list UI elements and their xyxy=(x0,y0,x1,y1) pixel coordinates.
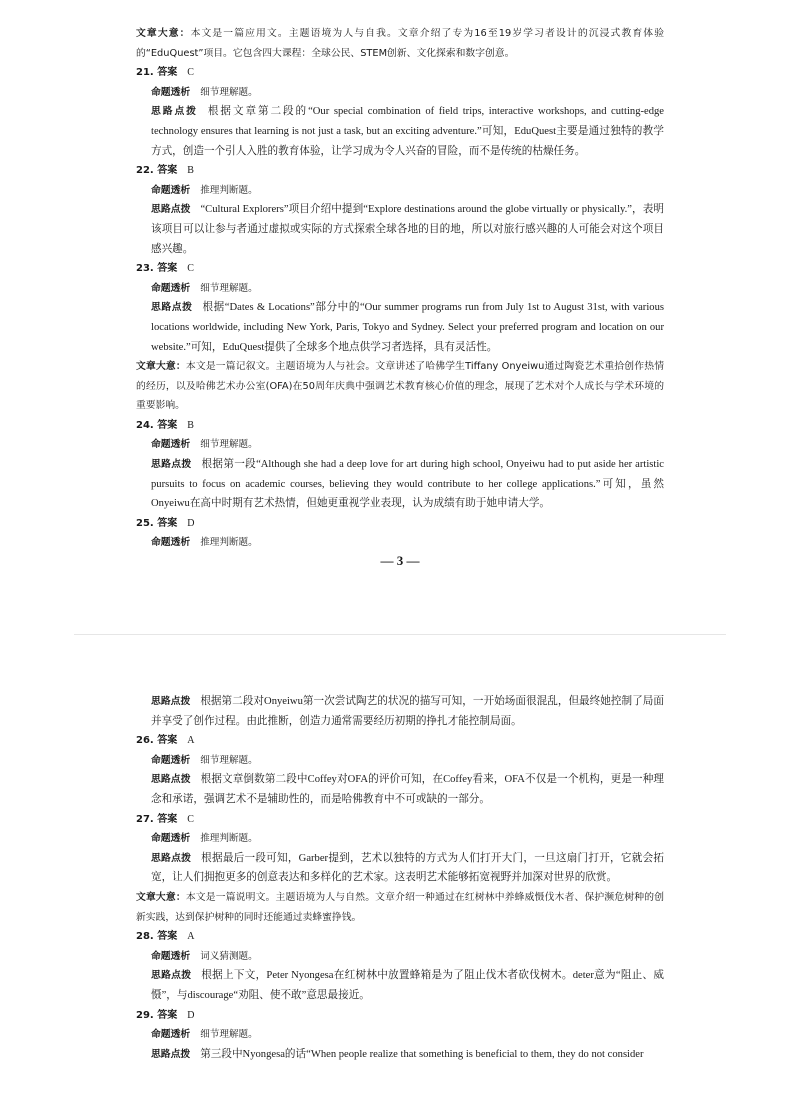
answer-letter: C xyxy=(187,813,194,825)
hint-text: 第三段中Nyongesa的话“When people realize that something is beneficial to them, they do not consider xyxy=(200,1048,644,1060)
question-type-28 xyxy=(136,947,664,967)
explanation-25-continued xyxy=(136,692,664,731)
explanation-23 xyxy=(136,298,664,357)
answer-letter: C xyxy=(187,67,194,79)
hint-text: 根据文章倒数第二段中Coffey对OFA的评价可知，在Coffey看来，OFA不仅是一个机构，更是一种理念和承诺，强调艺术不是辅助性的，而是哈佛教育中不可或缺的一部分。 xyxy=(151,774,665,805)
question-type-29 xyxy=(136,1025,664,1045)
answer-letter: A xyxy=(187,931,195,943)
type-tag: 命题透析 xyxy=(151,537,191,549)
answer-letter: C xyxy=(187,263,194,275)
hint-text: 根据最后一段可知，Garber提到，艺术以独特的方式为人们打开大门，一旦这扇门打开，它就会拓宽，让人们拥抱更多的创意表达和多样化的艺术家。这表明艺术能够拓宽视野并加深对世界的欣赏。 xyxy=(151,852,664,884)
type-text: 细节理解题。 xyxy=(200,754,258,766)
explanation-27 xyxy=(136,849,664,888)
question-number: 29. 答案 xyxy=(136,1009,178,1021)
question-type-25 xyxy=(136,533,664,553)
passage-summary xyxy=(136,888,664,927)
hint-text: 根据“Dates & Locations”部分中的“Our summer programs run from July 1st to August 31st, with various locations worldwide, including New York, Paris, Tokyo and Sydney. Select your preferred program and location on our website.”可知，EduQuest提供了全球多个地点供学习者选择，具有灵活性。 xyxy=(151,302,664,353)
answer-26 xyxy=(136,731,664,751)
hint-tag: 思路点拨 xyxy=(151,106,198,118)
question-number: 24. 答案 xyxy=(136,419,178,431)
summary-label: 文章大意： xyxy=(136,361,186,373)
answer-29 xyxy=(136,1006,664,1026)
type-tag: 命题透析 xyxy=(151,950,191,962)
hint-text: “Cultural Explorers”项目介绍中提到“Explore destinations around the globe virtually or physically.”，表明该项目可以让参与者通过虚拟或实际的方式探索全球各地的目的地，所以对旅行感兴趣的人可能会对这个项目感兴趣。 xyxy=(151,204,664,255)
hint-tag: 思路点拨 xyxy=(151,459,192,471)
question-number: 28. 答案 xyxy=(136,931,178,943)
hint-text: 根据第二段对Onyeiwu第一次尝试陶艺的状况的描写可知，一开始场面很混乱，但最终她控制了局面并享受了创作过程。由此推断，创造力通常需要经历初期的挣扎才能控制局面。 xyxy=(151,696,665,727)
answer-27 xyxy=(136,810,664,830)
explanation-22 xyxy=(136,200,664,259)
summary-text: 本文是一篇说明文。主题语境为人与自然。文章介绍一种通过在红树林中养蜂威慑伐木者、保护濒危树种的创新实践，达到保护树种的同时还能通过卖蜂蜜挣钱。 xyxy=(136,891,665,923)
hint-tag: 思路点拨 xyxy=(151,852,192,864)
summary-label: 文章大意： xyxy=(136,891,186,903)
explanation-26 xyxy=(136,770,664,809)
answer-24 xyxy=(136,416,664,436)
passage-summary xyxy=(136,24,664,63)
type-text: 推理判断题。 xyxy=(200,833,258,845)
hint-tag: 思路点拨 xyxy=(151,774,191,786)
summary-label: 文章大意： xyxy=(136,28,191,39)
question-number: 23. 答案 xyxy=(136,263,178,275)
hint-tag: 思路点拨 xyxy=(151,302,193,314)
explanation-24 xyxy=(136,455,664,514)
hint-tag: 思路点拨 xyxy=(151,1048,191,1060)
type-text: 细节理解题。 xyxy=(200,86,258,98)
type-text: 细节理解题。 xyxy=(200,282,258,294)
question-type-27 xyxy=(136,829,664,849)
passage-summary xyxy=(136,357,664,416)
answer-28 xyxy=(136,927,664,947)
question-number: 21. 答案 xyxy=(136,67,178,79)
answer-page-4 xyxy=(0,690,800,1107)
question-type-21 xyxy=(136,83,664,103)
page-3-content xyxy=(136,24,664,553)
type-tag: 命题透析 xyxy=(151,86,191,98)
type-text: 词义猜测题。 xyxy=(200,950,258,962)
question-type-23 xyxy=(136,279,664,299)
type-text: 推理判断题。 xyxy=(200,537,258,549)
explanation-21 xyxy=(136,102,664,161)
type-tag: 命题透析 xyxy=(151,184,191,196)
question-number: 25. 答案 xyxy=(136,517,178,529)
answer-22 xyxy=(136,161,664,181)
answer-21 xyxy=(136,63,664,83)
type-tag: 命题透析 xyxy=(151,282,191,294)
answer-25 xyxy=(136,514,664,534)
explanation-29 xyxy=(136,1045,664,1065)
type-tag: 命题透析 xyxy=(151,833,191,845)
type-text: 细节理解题。 xyxy=(200,439,258,451)
question-type-24 xyxy=(136,435,664,455)
page-4-content xyxy=(136,692,664,1064)
summary-text: 本文是一篇记叙文。主题语境为人与社会。文章讲述了哈佛学生Tiffany Onyeiwu通过陶瓷艺术重拾创作热情的经历，以及哈佛艺术办公室(OFA)在50周年庆典中强调艺术教育核心价值的理念，展现了艺术对个人成长与学术环境的重要影响。 xyxy=(136,361,665,412)
explanation-28 xyxy=(136,966,664,1005)
page-number: — 3 — xyxy=(380,553,420,568)
type-tag: 命题透析 xyxy=(151,754,191,766)
type-text: 细节理解题。 xyxy=(200,1029,258,1041)
type-tag: 命题透析 xyxy=(151,1029,191,1041)
answer-letter: B xyxy=(187,419,194,431)
hint-text: 根据文章第二段的“Our special combination of field trips, interactive workshops, and cutting-edge technology ensures that learning is not just a task, but an exciting adventure.”可知，EduQuest主要是通过独特的教学方式，创造一个引人入胜的教育体验，让学习成为令人兴奋的冒险，而不是传统的枯燥任务。 xyxy=(151,106,665,157)
type-tag: 命题透析 xyxy=(151,439,191,451)
question-type-26 xyxy=(136,751,664,771)
hint-tag: 思路点拨 xyxy=(151,970,192,982)
hint-text: 根据第一段“Although she had a deep love for art during high school, Onyeiwu had to put aside her artistic pursuits to focus on academic courses, believing they would contribute to her college applications.”可知，虽然Onyeiwu在高中时期有艺术热情，但她更重视学业表现，认为成绩有助于她申请大学。 xyxy=(151,459,664,510)
summary-text: 本文是一篇应用文。主题语境为人与自我。文章介绍了专为16至19岁学习者设计的沉浸式教育体验的“EduQuest”项目。它包含四大课程：全球公民、STEM创新、文化探索和数字创意。 xyxy=(136,28,664,59)
answer-letter: B xyxy=(187,165,194,177)
type-text: 推理判断题。 xyxy=(200,184,258,196)
answer-letter: D xyxy=(187,1009,195,1021)
hint-tag: 思路点拨 xyxy=(151,204,191,216)
question-number: 26. 答案 xyxy=(136,735,178,747)
answer-letter: A xyxy=(187,735,195,747)
question-type-22 xyxy=(136,181,664,201)
answer-letter: D xyxy=(187,517,195,529)
hint-text: 根据上下文，Peter Nyongesa在红树林中放置蜂箱是为了阻止伐木者砍伐树木。deter意为“阻止、威慑”，与discourage“劝阻、使不敢”意思最接近。 xyxy=(151,970,665,1001)
answer-23 xyxy=(136,259,664,279)
question-number: 22. 答案 xyxy=(136,165,178,177)
page-divider xyxy=(74,634,726,635)
hint-tag: 思路点拨 xyxy=(151,696,191,707)
question-number: 27. 答案 xyxy=(136,813,178,825)
